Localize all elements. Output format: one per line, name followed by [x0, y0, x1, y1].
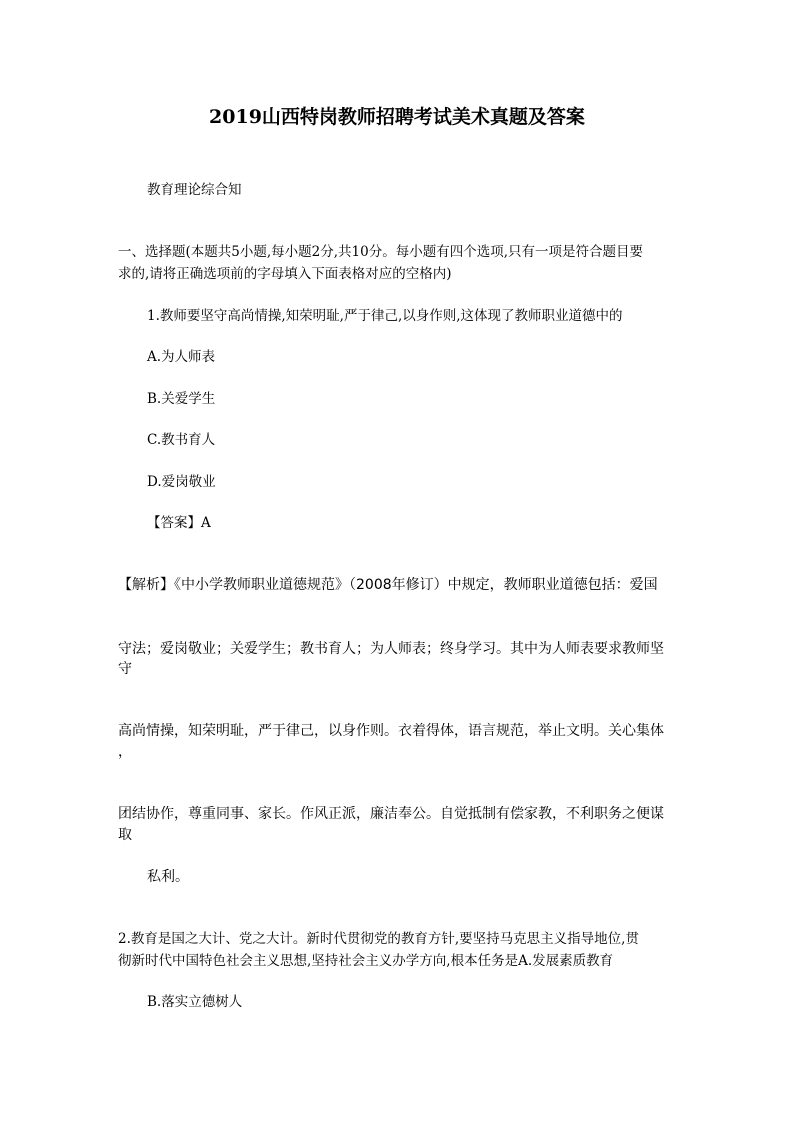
question-2-stem-line-2: 彻新时代中国特色社会主义思想,坚持社会主义办学方向,根本任务是A.发展素质教育 — [118, 953, 614, 969]
question-2-stem-line-1: 2.教育是国之大计、党之大计。新时代贯彻党的教育方针,要坚持马克思主义指导地位,贯 — [118, 931, 639, 947]
section-heading-line-1: 一、选择题(本题共5小题,每小题2分,共10分。每小题有四个选项,只有一项是符合题目要 — [118, 244, 643, 260]
question-1-analysis-line-2: 守法；爱岗敬业；关爱学生；教书育人；为人师表；终身学习。其中为人师表要求教师坚 — [118, 641, 664, 657]
document-title: 2019山西特岗教师招聘考试美术真题及答案 — [209, 106, 585, 128]
section-heading-line-2: 求的,请将正确选项前的字母填入下面表格对应的空格内) — [118, 266, 452, 282]
subtitle: 教育理论综合知 — [147, 182, 242, 198]
question-1-analysis-line-1: 【解析】《中小学教师职业道德规范》（2008年修订）中规定，教师职业道德包括：爱国 — [118, 577, 658, 593]
question-1-stem: 1.教师要坚守高尚情操,知荣明耻,严于律己,以身作则,这体现了教师职业道德中的 — [147, 308, 623, 324]
question-1-analysis-line-3: 守 — [118, 661, 132, 677]
question-2-option-b: B.落实立德树人 — [147, 994, 243, 1010]
question-1-analysis-line-4: 高尚情操，知荣明耻，严于律己，以身作则。衣着得体，语言规范，举止文明。关心集体 — [118, 723, 664, 739]
question-1-option-a: A.为人师表 — [147, 349, 216, 365]
question-1-analysis-line-6: 团结协作，尊重同事、家长。作风正派，廉洁奉公。自觉抵制有偿家教，不利职务之便谋 — [118, 806, 664, 822]
question-1-analysis-line-7: 取 — [118, 827, 132, 843]
question-1-analysis-line-8: 私利。 — [147, 869, 189, 885]
question-1-analysis-line-5: ， — [118, 744, 132, 760]
question-1-answer: 【答案】A — [147, 515, 211, 531]
question-1-option-c: C.教书育人 — [147, 432, 216, 448]
question-1-option-b: B.关爱学生 — [147, 391, 216, 407]
question-1-option-d: D.爱岗敬业 — [147, 474, 216, 490]
